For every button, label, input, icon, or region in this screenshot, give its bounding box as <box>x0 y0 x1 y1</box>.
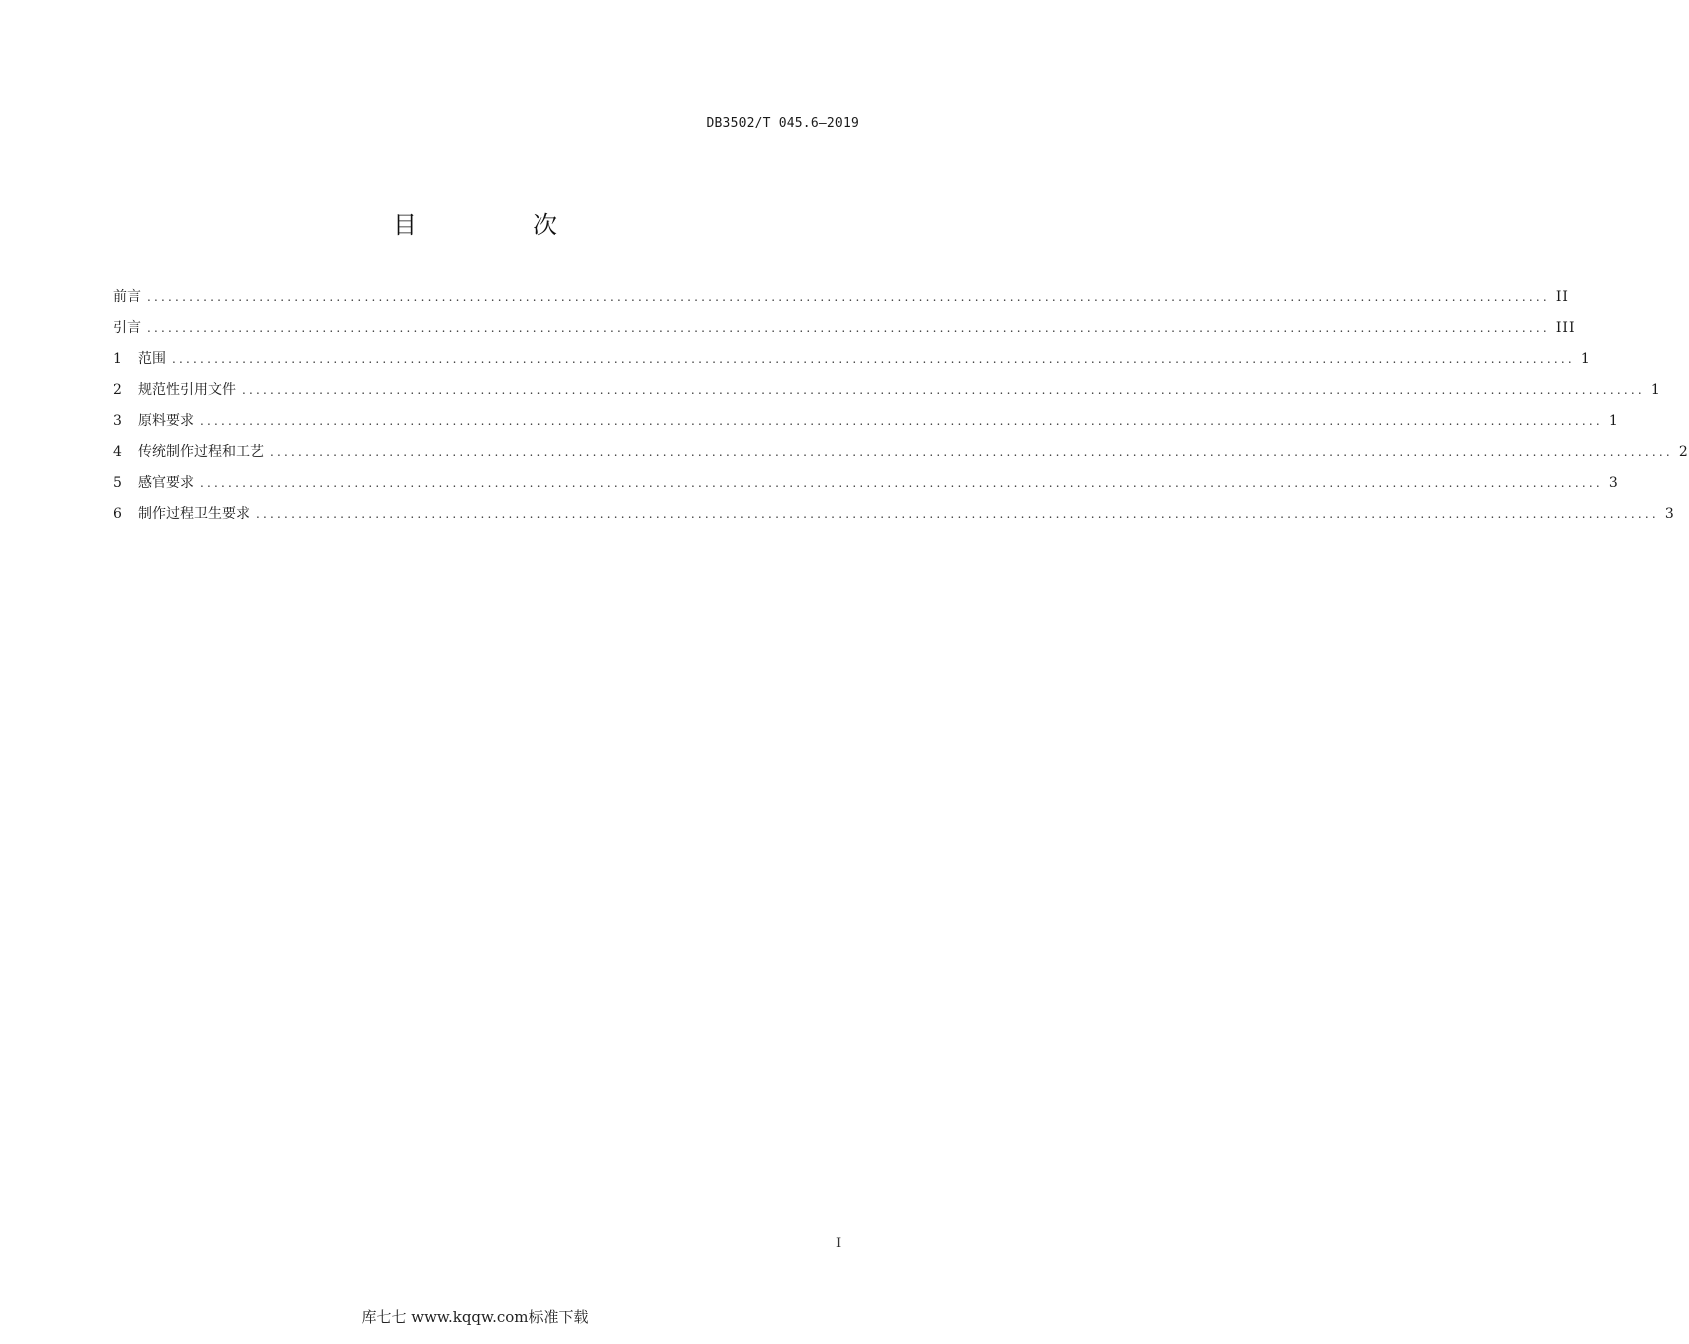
toc-entry-number: 2 <box>113 382 122 398</box>
toc-dot-leader: ........................................................................................................................................................................................................ <box>256 507 1659 521</box>
toc-dot-leader: ........................................................................................................................................................................................................ <box>242 383 1645 397</box>
toc-entry-label: 制作过程卫生要求 <box>138 506 250 522</box>
toc-entry-label: 原料要求 <box>138 413 194 429</box>
toc-entry-number: 3 <box>113 413 122 429</box>
toc-entry[interactable] <box>113 379 1661 410</box>
toc-entry-label: 范围 <box>138 351 166 367</box>
toc-entry[interactable] <box>113 472 1619 503</box>
toc-entry-label: 规范性引用文件 <box>138 382 236 398</box>
toc-entry-page: 2 <box>1678 444 1689 460</box>
standard-number: DB3502/T 045.6—2019 <box>706 116 859 131</box>
toc-entry-label: 前言 <box>113 289 141 305</box>
toc-dot-leader: ........................................................................................................................................................................................................ <box>270 445 1673 459</box>
toc-entry-number: 1 <box>113 351 122 367</box>
toc-entry-page: 3 <box>1664 506 1675 522</box>
toc-entry[interactable] <box>113 348 1591 379</box>
toc-entry-page: 3 <box>1608 475 1619 491</box>
toc-entry-page: 1 <box>1608 413 1619 429</box>
table-of-contents <box>113 286 1689 534</box>
toc-entry-page: 1 <box>1650 382 1661 398</box>
toc-entry-label: 引言 <box>113 320 141 336</box>
toc-entry[interactable] <box>113 503 1675 534</box>
toc-entry-page: III <box>1555 320 1576 336</box>
page-title: 目 次 <box>393 211 603 239</box>
toc-dot-leader: ........................................................................................................................................................................................................ <box>200 414 1603 428</box>
toc-entry[interactable] <box>113 441 1689 472</box>
toc-entry-label: 传统制作过程和工艺 <box>138 444 264 460</box>
toc-dot-leader: ........................................................................................................................................................................................................ <box>147 321 1550 335</box>
toc-entry-number: 5 <box>113 475 122 491</box>
toc-dot-leader: ........................................................................................................................................................................................................ <box>147 290 1550 304</box>
toc-entry-page: II <box>1555 289 1569 305</box>
toc-entry[interactable] <box>113 286 1569 317</box>
toc-entry-label: 感官要求 <box>138 475 194 491</box>
toc-entry-number: 6 <box>113 506 122 522</box>
toc-entry-page: 1 <box>1580 351 1591 367</box>
toc-dot-leader: ........................................................................................................................................................................................................ <box>200 476 1603 490</box>
toc-entry[interactable] <box>113 410 1619 441</box>
toc-dot-leader: ........................................................................................................................................................................................................ <box>172 352 1575 366</box>
toc-entry-number: 4 <box>113 444 122 460</box>
page-number: I <box>836 1236 842 1251</box>
toc-entry[interactable] <box>113 317 1576 348</box>
footer-watermark: 库七七 www.kqqw.com标准下载 <box>361 1308 589 1326</box>
